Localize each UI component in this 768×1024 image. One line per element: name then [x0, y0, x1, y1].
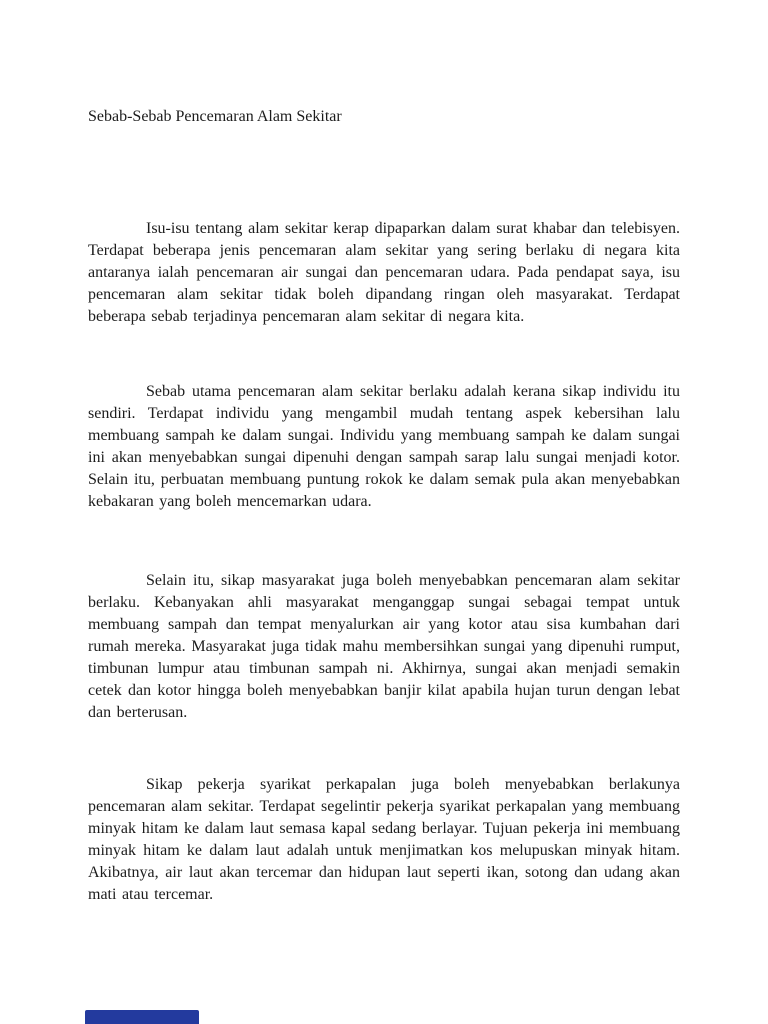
paragraph-society-attitude: Selain itu, sikap masyarakat juga boleh menyebabkan pencemaran alam sekitar berlaku. Kebanyakan ahli masyarakat menganggap sungai sebagai tempat untuk membuang sampah dan tempat menyalurkan air yang kotor atau sisa kumbahan dari rumah mereka. Masyarakat juga tidak mahu membersihkan sungai yang dipenuhi rumput, timbunan lumpur atau timbunan sampah ni. Akhirnya, sungai akan menjadi semakin cetek dan kotor hingga boleh menyebabkan banjir kilat apabila hujan turun dengan lebat dan berterusan. — [88, 572, 680, 721]
bottom-banner-fragment — [85, 1010, 199, 1024]
paragraph-individual-attitude: Sebab utama pencemaran alam sekitar berlaku adalah kerana sikap individu itu sendiri. Terdapat individu yang mengambil mudah tentang aspek kebersihan lalu membuang sampah ke dalam sungai. Individu yang membuang sampah ke dalam sungai ini akan menyebabkan sungai dipenuhi dengan sampah sarap lalu sungai menjadi kotor. Selain itu, perbuatan membuang puntung rokok ke dalam semak pula akan menyebabkan kebakaran yang boleh mencemarkan udara. — [88, 383, 680, 510]
paragraph-introduction: Isu-isu tentang alam sekitar kerap dipaparkan dalam surat khabar dan telebisyen. Terdapat beberapa jenis pencemaran alam sekitar yang sering berlaku di negara kita antaranya ialah pencemaran air sungai dan pencemaran udara. Pada pendapat saya, isu pencemaran alam sekitar tidak boleh dipandang ringan oleh masyarakat. Terdapat beberapa sebab terjadinya pencemaran alam sekitar di negara kita. — [88, 220, 680, 325]
paragraph-shipping-workers: Sikap pekerja syarikat perkapalan juga boleh menyebabkan berlakunya pencemaran alam sekitar. Terdapat segelintir pekerja syarikat perkapalan yang membuang minyak hitam ke dalam laut semasa kapal sedang berlayar. Tujuan pekerja ini membuang minyak hitam ke dalam laut adalah untuk menjimatkan kos melupuskan minyak hitam. Akibatnya, air laut akan tercemar dan hidupan laut seperti ikan, sotong dan udang akan mati atau tercemar. — [88, 776, 680, 903]
document-title: Sebab-Sebab Pencemaran Alam Sekitar — [88, 108, 342, 125]
